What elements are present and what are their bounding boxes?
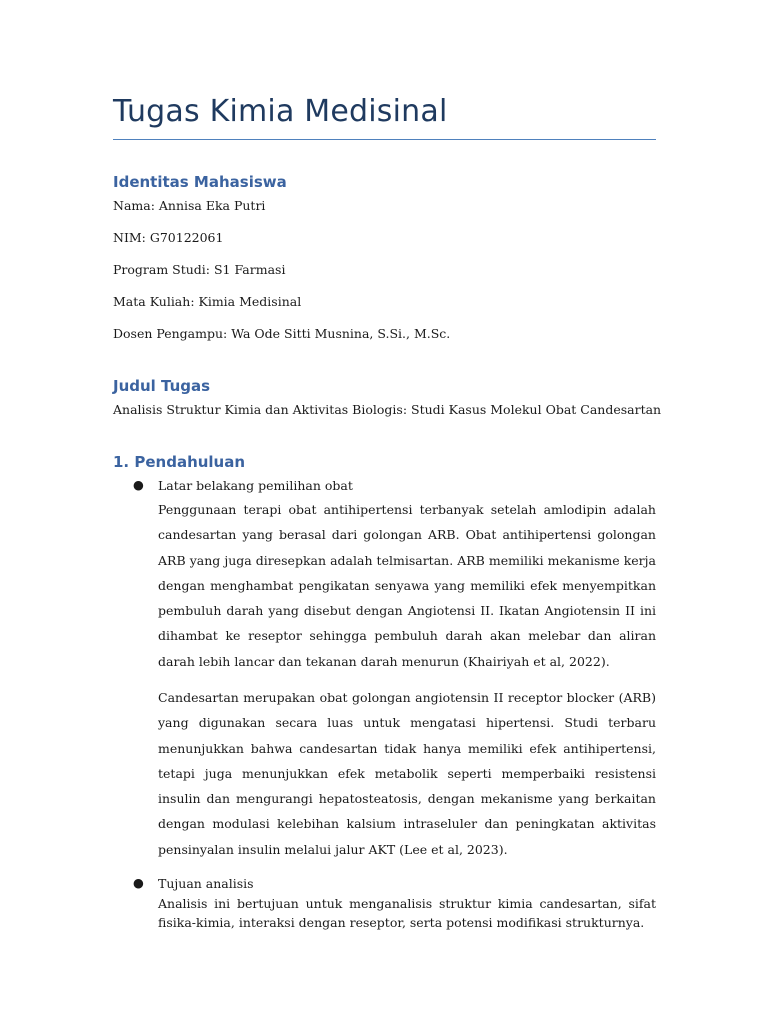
document-title: Tugas Kimia Medisinal [113, 94, 656, 140]
pendahuluan-heading: 1. Pendahuluan [113, 453, 246, 471]
bullet-latar-belakang: Latar belakang pemilihan obat [158, 478, 353, 493]
paragraph-tujuan: Analisis ini bertujuan untuk menganalisis struktur kimia candesartan, sifat fisika-kimia, interaksi dengan reseptor, serta potensi modifikasi strukturnya. [158, 896, 656, 930]
bullet-icon: ● [133, 477, 144, 492]
identitas-heading: Identitas Mahasiswa [113, 173, 287, 191]
judul-text: Analisis Struktur Kimia dan Aktivitas Biologis: Studi Kasus Molekul Obat Candesartan [113, 402, 662, 417]
bullet-tujuan-analisis: Tujuan analisis [158, 876, 254, 891]
paragraph-latar-belakang: Penggunaan terapi obat antihipertensi terbanyak setelah amlodipin adalah candesartan yang berasal dari golongan ARB. Obat antihipertensi golongan ARB yang juga diresepkan adalah telmisartan. ARB memiliki mekanisme kerja dengan menghambat pengikatan senyawa yang memiliki efek menyempitkan pembuluh darah yang disebut dengan Angiotensi II. Ikatan Angiotensin II ini dihambat ke reseptor sehingga pembuluh darah akan melebar dan aliran darah lebih lancar dan tekanan darah menurun (Khairiyah et al, 2022). [158, 502, 656, 669]
paragraph-candesartan: Candesartan merupakan obat golongan angiotensin II receptor blocker (ARB) yang digunakan secara luas untuk mengatasi hipertensi. Studi terbaru menunjukkan bahwa candesartan tidak hanya memiliki efek antihipertensi, tetapi juga menunjukkan efek metabolik seperti memperbaiki resistensi insulin dan mengurangi hepatosteatosis, dengan mekanisme yang berkaitan dengan modulasi kelebihan kalsium intraseluler dan peningkatan aktivitas pensinyalan insulin melalui jalur AKT (Lee et al, 2023). [158, 690, 656, 857]
nim-line: NIM: G70122061 [113, 230, 224, 245]
prodi-line: Program Studi: S1 Farmasi [113, 262, 286, 277]
dosen-line: Dosen Pengampu: Wa Ode Sitti Musnina, S.Si., M.Sc. [113, 326, 451, 341]
bullet-icon: ● [133, 875, 144, 890]
nama-line: Nama: Annisa Eka Putri [113, 198, 266, 213]
matkul-line: Mata Kuliah: Kimia Medisinal [113, 294, 302, 309]
judul-heading: Judul Tugas [113, 377, 211, 395]
